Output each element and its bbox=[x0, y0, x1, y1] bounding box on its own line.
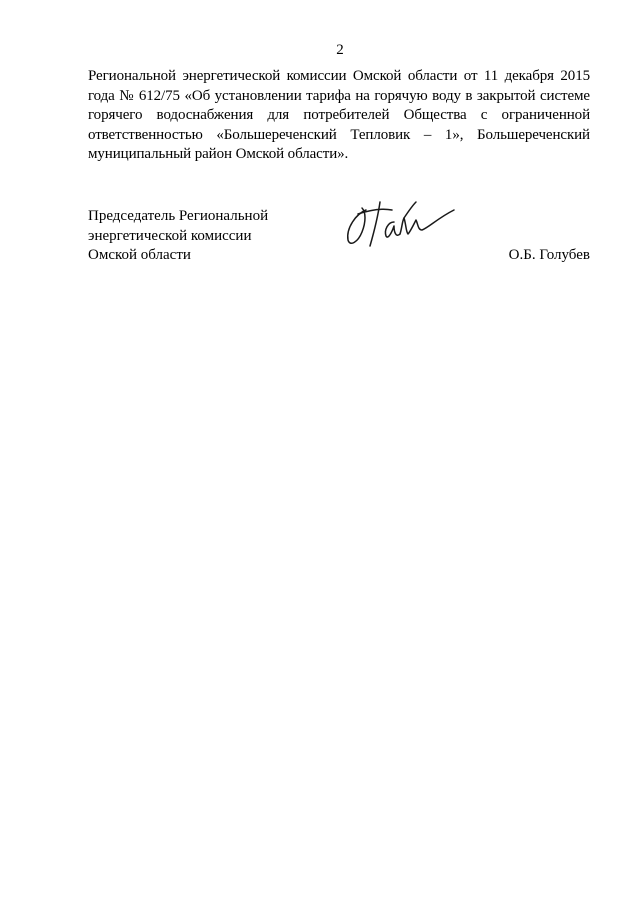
signer-position bbox=[88, 207, 338, 266]
signer-position-line: Председатель Региональной bbox=[88, 208, 269, 224]
signer-position-line: энергетической комиссии bbox=[88, 227, 252, 244]
page-number: 2 bbox=[336, 42, 344, 58]
signer-position-line: Омской области bbox=[88, 247, 191, 263]
handwritten-signature bbox=[336, 192, 464, 254]
signer-name: О.Б. Голубев bbox=[508, 247, 590, 263]
body-paragraph: Региональной энергетической комиссии Омской области от 11 декабря 2015 года № 612/75 «Об установлении тарифа на горячую воду в закрытой системе горячего водоснабжения для потребителей Общества с ограниченной ответственностью «Большереченский Тепловик – 1», Большереченский муниципальный район Омской области». bbox=[88, 68, 590, 162]
